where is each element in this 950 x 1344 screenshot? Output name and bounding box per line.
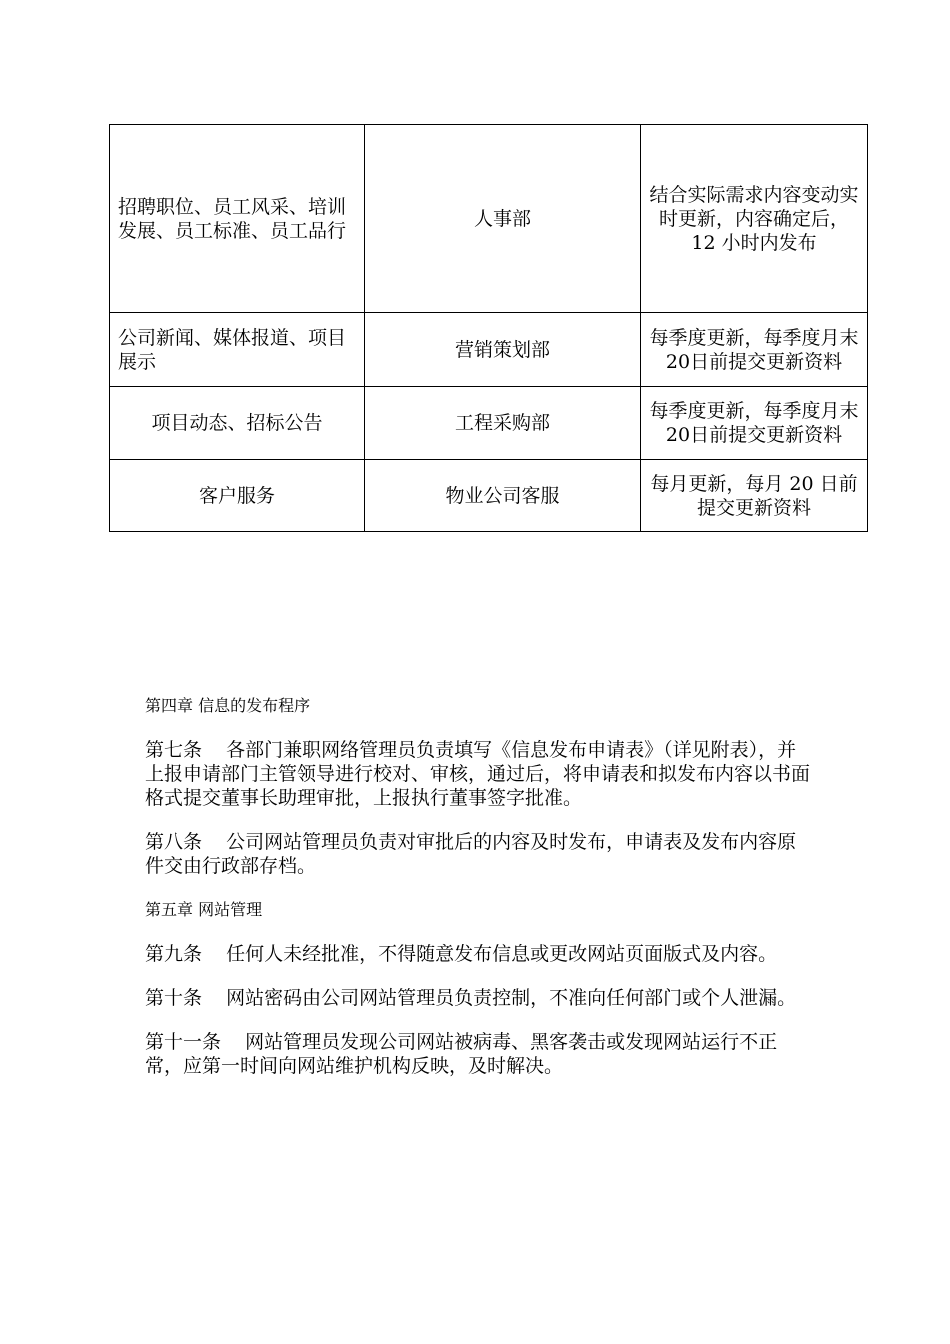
schedule-cell: 每季度更新，每季度月末20日前提交更新资料 [641, 387, 868, 460]
schedule-cell: 每月更新，每月 20 日前提交更新资料 [641, 460, 868, 532]
publishing-schedule-table [109, 124, 868, 532]
table-row [110, 125, 868, 313]
article-10: 第十条 网站密码由公司网站管理员负责控制，不准向任何部门或个人泄漏。 [145, 987, 797, 1009]
article-11: 第十一条 网站管理员发现公司网站被病毒、黑客袭击或发现网站运行不正常，应第一时间向网站维护机构反映，及时解决。 [145, 1031, 778, 1077]
schedule-cell: 每季度更新，每季度月末20日前提交更新资料 [641, 313, 868, 387]
chapter-4-title: 第四章 信息的发布程序 [145, 696, 311, 715]
article-9: 第九条 任何人未经批准，不得随意发布信息或更改网站页面版式及内容。 [145, 943, 778, 965]
department-cell: 工程采购部 [365, 387, 641, 460]
schedule-cell: 结合实际需求内容变动实时更新，内容确定后，12 小时内发布 [641, 125, 868, 313]
content-cell: 项目动态、招标公告 [110, 387, 365, 460]
article-7: 第七条 各部门兼职网络管理员负责填写《信息发布申请表》（详见附表），并上报申请部门主管领导进行校对、审核，通过后，将申请表和拟发布内容以书面格式提交董事长助理审批，上报执行董事签字批准。 [145, 739, 811, 809]
table-row [110, 460, 868, 532]
document-body [145, 695, 815, 1078]
table-row [110, 387, 868, 460]
article-8: 第八条 公司网站管理员负责对审批后的内容及时发布，申请表及发布内容原件交由行政部存档。 [145, 831, 797, 877]
content-cell: 客户服务 [110, 460, 365, 532]
content-cell: 招聘职位、员工风采、培训发展、员工标准、员工品行 [110, 125, 365, 313]
table-row [110, 313, 868, 387]
content-cell: 公司新闻、媒体报道、项目展示 [110, 313, 365, 387]
department-cell: 营销策划部 [365, 313, 641, 387]
department-cell: 物业公司客服 [365, 460, 641, 532]
department-cell: 人事部 [365, 125, 641, 313]
chapter-5-title: 第五章 网站管理 [145, 900, 263, 919]
